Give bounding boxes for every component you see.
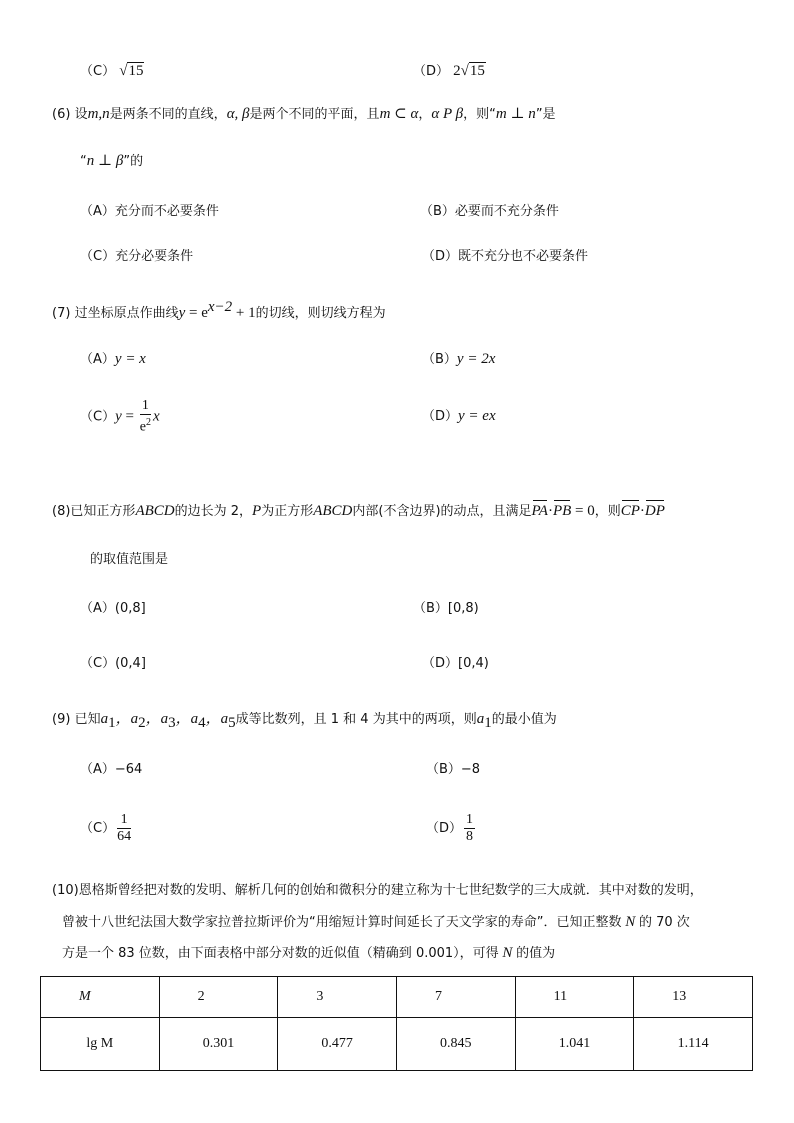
option-label: （D） [413, 64, 450, 79]
q8-option-b: （B）[0,8) [413, 601, 479, 616]
table-cell: 2 [159, 977, 278, 1018]
option-label: （B） [422, 352, 457, 367]
table-cell: lg M [41, 1018, 160, 1071]
fraction-1-over-e2: $\frac{1}{e^2}$ [139, 398, 151, 435]
math-abcd: ABCD [135, 503, 175, 519]
q9-stem [52, 710, 557, 732]
math-abcd: ABCD [313, 503, 353, 519]
q10-stem-line3 [62, 944, 555, 963]
question-number: (9) [52, 712, 71, 727]
q9-option-a: （A）−64 [80, 762, 143, 777]
stem-text: 已知 [74, 712, 101, 727]
stem-text: 是两条不同的直线， [109, 107, 227, 122]
stem-text: 的边长为 2， [174, 504, 253, 519]
stem-text: 是两个不同的平面，且 [249, 107, 380, 122]
stem-text: “ [80, 154, 87, 169]
math-x: x [152, 408, 160, 425]
q7-stem [52, 298, 386, 323]
q8-option-c: （C）(0,4] [80, 656, 146, 671]
math-op: = 0 [571, 503, 595, 519]
stem-text: 的值为 [516, 946, 556, 961]
stem-text: 的 70 次 [639, 915, 690, 930]
q5-option-d [413, 62, 486, 81]
sqrt-expression: 2√15 [453, 63, 485, 79]
math-op: = $e^{x-2} + 1$ [185, 299, 256, 321]
q7-option-a [80, 350, 146, 369]
table-cell: 1.114 [634, 1018, 753, 1071]
math-N: N [621, 914, 639, 930]
question-number: (7) [52, 306, 71, 321]
stem-text: ”的 [123, 154, 144, 169]
table-cell: 0.301 [159, 1018, 278, 1071]
stem-text: 设 [74, 107, 88, 122]
table-header-row [41, 977, 753, 1018]
radicand: 15 [469, 63, 485, 79]
q10-stem-line2 [62, 913, 690, 932]
option-label: （C） [80, 64, 116, 79]
math-alpha-beta: α, β [226, 106, 250, 122]
q6-option-c: （C）充分必要条件 [80, 249, 194, 264]
q6-stem: (6) 设m,n是两条不同的直线，α, β是两个不同的平面，且m ⊂ α，α P β，则“m ⊥ n”是 [52, 106, 556, 122]
sqrt-expression: √15 [119, 63, 144, 79]
question-number: (6) [52, 107, 71, 122]
vector-dp: DP [644, 503, 665, 519]
stem-text: 方是一个 83 位数，由下面表格中部分对数的近似值（精确到 0.001），可得 [62, 946, 499, 961]
stem-text: 的切线，则切线方程为 [255, 306, 386, 321]
table-cell: 3 [278, 977, 397, 1018]
table-cell: 11 [515, 977, 634, 1018]
stem-text: 内部(不含边界)的动点，且满足 [352, 504, 532, 519]
vector-pa: PA [531, 503, 548, 519]
question-number: (8) [52, 504, 71, 519]
math-sequence: $a_1$，$a_2$，$a_3$，$a_4$，$a_5$ [100, 711, 236, 731]
stem-text: ，则“ [463, 107, 496, 122]
stem-text: 为正方形 [261, 504, 314, 519]
q7-option-d [422, 407, 496, 426]
radicand: 15 [128, 63, 144, 79]
option-label: （C） [80, 409, 116, 425]
math-op: = [121, 408, 138, 425]
stem-text: 的最小值为 [491, 712, 557, 727]
stem-text: 成等比数列，且 1 和 4 为其中的两项，则 [235, 712, 477, 727]
math-alpha-parallel-beta: α P β [431, 106, 464, 122]
q9-option-d [426, 812, 477, 845]
q8-option-d: （D）[0,4) [422, 656, 489, 671]
q6-option-d: （D）既不充分也不必要条件 [422, 249, 589, 264]
option-label: （A） [80, 352, 115, 367]
table-cell: 0.845 [396, 1018, 515, 1071]
q7-option-c [80, 398, 160, 436]
stem-text: 恩格斯曾经把对数的发明、解析几何的创始和微积分的建立称为十七世纪数学的三大成就．其中对数的发明， [78, 883, 703, 898]
question-number: (10) [52, 883, 79, 898]
q8-stem: (8)已知正方形ABCD的边长为 2，P为正方形ABCD内部(不含边界)的动点，且满足PA·PB = 0，则CP·DP [52, 503, 665, 519]
option-value: y = x [114, 351, 146, 367]
stem-text: ”是 [535, 107, 556, 122]
q10-stem-line1 [52, 882, 703, 900]
q6-stem-line2 [80, 152, 143, 171]
table-cell: 7 [396, 977, 515, 1018]
q8-stem-line2: 的取值范围是 [90, 552, 169, 567]
option-label: （C） [80, 821, 116, 836]
table-cell: 13 [634, 977, 753, 1018]
math-y-eq: y [115, 408, 122, 425]
stem-text: 已知正方形 [70, 504, 136, 519]
q5-option-c [80, 62, 144, 81]
math-curve: y [178, 305, 186, 321]
stem-text: 过坐标原点作曲线 [74, 306, 179, 321]
option-value: y = 2x [456, 351, 496, 367]
table-row [41, 1018, 753, 1071]
table-cell: 0.477 [278, 1018, 397, 1071]
option-value: y = ex [458, 408, 496, 424]
q9-option-b: （B）−8 [426, 762, 481, 777]
math-m-perp-n: m ⊥ n [495, 106, 536, 122]
q6-option-b: （B）必要而不充分条件 [420, 204, 559, 219]
q7-option-b [422, 350, 495, 369]
stem-text: ，则 [594, 504, 621, 519]
option-label: （D） [426, 821, 463, 836]
fraction-1-over-64: $\frac{1}{64}$ [117, 812, 132, 844]
math-a1: $a_1$ [476, 711, 492, 731]
table-cell: 1.041 [515, 1018, 634, 1071]
table-cell: M [41, 977, 160, 1018]
q9-option-c [80, 812, 133, 845]
math-n-perp-beta: n ⊥ β [86, 153, 124, 169]
q6-option-a: （A）充分而不必要条件 [80, 204, 219, 219]
math-mn: m,n [87, 106, 110, 122]
option-label: （D） [422, 409, 459, 424]
math-N: N [498, 945, 517, 961]
fraction-1-over-8: $\frac{1}{8}$ [466, 812, 474, 844]
math-p: P [252, 503, 262, 519]
math-m-subset-alpha: m ⊂ α [379, 106, 419, 122]
coefficient: 2 [453, 63, 461, 79]
stem-text: 曾被十八世纪法国大数学家拉普拉斯评价为“用缩短计算时间延长了天文学家的寿命”．已知正整数 [62, 915, 622, 930]
log-table [40, 976, 753, 1071]
vector-pb: PB [552, 503, 572, 519]
vector-cp: CP [620, 503, 640, 519]
q8-option-a: （A）(0,8] [80, 601, 146, 616]
